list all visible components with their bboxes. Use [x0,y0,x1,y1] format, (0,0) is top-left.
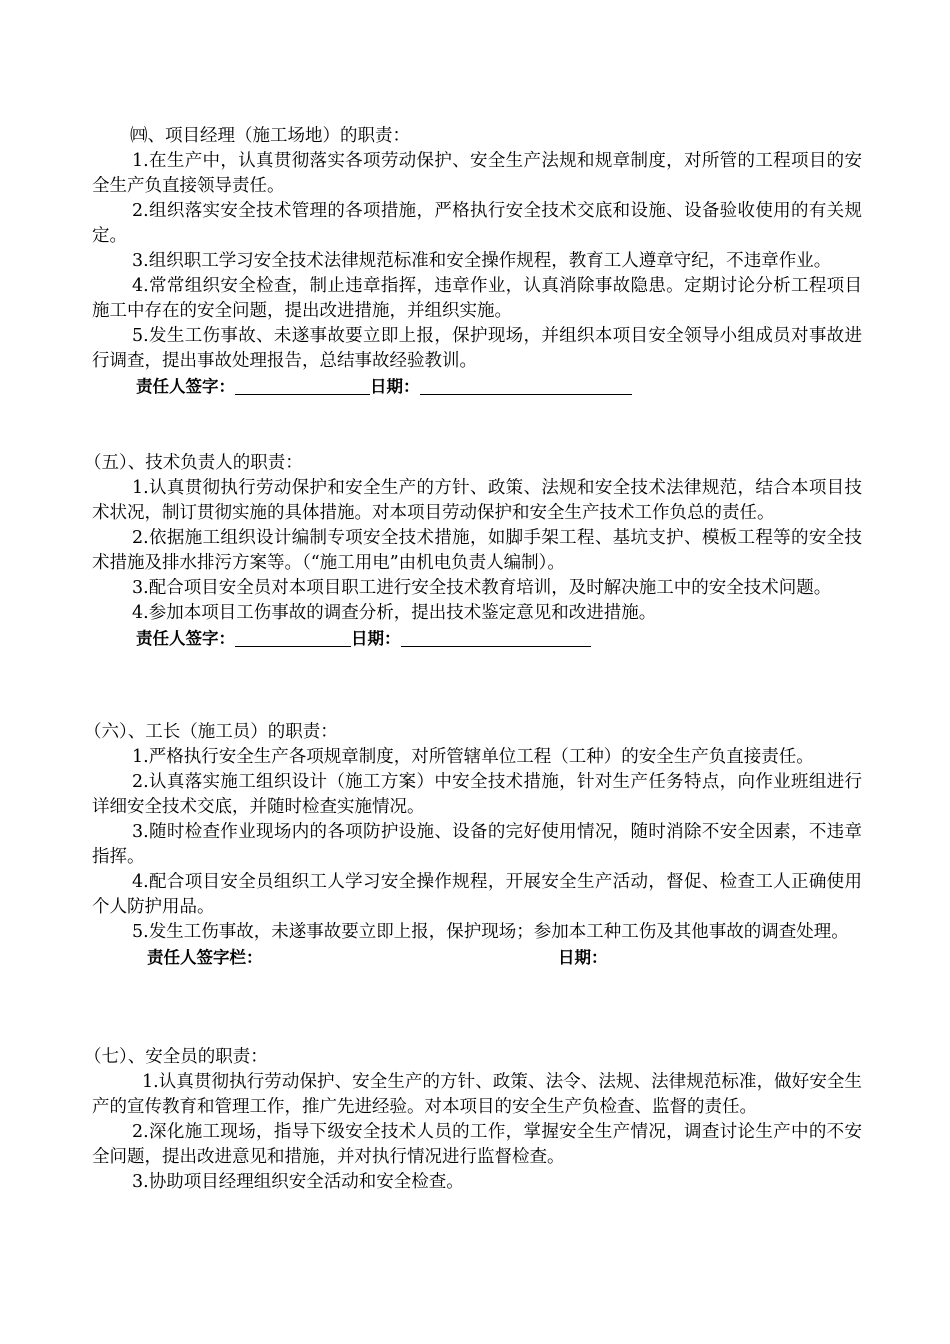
duty-item: 3.随时检查作业现场内的各项防护设施、设备的完好使用情况，随时消除不安全因素，不违章指挥。 [92,822,862,867]
signature-label: 责任人签字栏： [147,948,263,967]
duty-item: 4.参加本项目工伤事故的调查分析，提出技术鉴定意见和改进措施。 [132,603,657,623]
signature-row [92,626,862,652]
duty-item: 2.组织落实安全技术管理的各项措施，严格执行安全技术交底和设施、设备验收使用的有关规定。 [92,201,862,246]
duty-item: 3.组织职工学习安全技术法律规范标准和安全操作规程，教育工人遵章守纪，不违章作业。 [132,251,832,271]
duty-item: 3.配合项目安全员对本项目职工进行安全技术教育培训，及时解决施工中的安全技术问题。 [132,578,832,598]
signature-line[interactable] [235,628,351,647]
signature-label: 责任人签字： [136,629,235,648]
duty-item: 4.常常组织安全检查，制止违章指挥，违章作业，认真消除事故隐患。定期讨论分析工程项目施工中存在的安全问题，提出改进措施，并组织实施。 [92,276,862,321]
section-heading: （七）、安全员的职责： [84,1047,268,1067]
duty-item: 5.发生工伤事故，未遂事故要立即上报，保护现场；参加本工种工伤及其他事故的调查处理。 [132,922,849,942]
duty-item: 3.协助项目经理组织安全活动和安全检查。 [132,1172,464,1192]
signature-label: 责任人签字： [136,377,235,396]
date-line[interactable] [401,628,591,647]
duty-item: 1.在生产中，认真贯彻落实各项劳动保护、安全生产法规和规章制度，对所管的工程项目的安全生产负直接领导责任。 [92,151,862,196]
duty-item: 1.认真贯彻执行劳动保护、安全生产的方针、政策、法令、法规、法律规范标准，做好安全生产的宣传教育和管理工作，推广先进经验。对本项目的安全生产负检查、监督的责任。 [92,1072,862,1117]
section-heading: ㈣、项目经理（施工场地）的职责： [130,126,410,146]
section-technical-lead [84,450,862,652]
date-label: 日期： [370,377,420,396]
duty-item: 2.深化施工现场，指导下级安全技术人员的工作，掌握安全生产情况，调查讨论生产中的不安全问题，提出改进意见和措施，并对执行情况进行监督检查。 [92,1122,862,1167]
signature-row [92,374,862,400]
duty-item: 4.配合项目安全员组织工人学习安全操作规程，开展安全生产活动，督促、检查工人正确使用个人防护用品。 [92,872,862,917]
date-label: 日期： [558,948,608,967]
signature-line[interactable] [235,376,370,395]
duty-item: 5.发生工伤事故、未遂事故要立即上报，保护现场，并组织本项目安全领导小组成员对事故进行调查，提出事故处理报告，总结事故经验教训。 [92,326,862,371]
date-line[interactable] [420,376,632,395]
duty-item: 2.依据施工组织设计编制专项安全技术措施，如脚手架工程、基坑支护、模板工程等的安全技术措施及排水排污方案等。（“施工用电”由机电负责人编制）。 [92,528,862,573]
section-heading: （五）、技术负责人的职责： [84,453,303,473]
duty-item: 1.严格执行安全生产各项规章制度，对所管辖单位工程（工种）的安全生产负直接责任。 [132,747,814,767]
duty-item: 1.认真贯彻执行劳动保护和安全生产的方针、政策、法规和安全技术法律规范，结合本项目技术状况，制订贯彻实施的具体措施。对本项目劳动保护和安全生产技术工作负总的责任。 [92,478,862,523]
signature-row [92,945,862,971]
section-safety-officer [84,1044,862,1195]
section-foreman [84,719,862,971]
duty-item: 2.认真落实施工组织设计（施工方案）中安全技术措施，针对生产任务特点，向作业班组进行详细安全技术交底，并随时检查实施情况。 [92,772,862,817]
date-label: 日期： [351,629,401,648]
section-project-manager [92,123,862,400]
section-heading: （六）、工长（施工员）的职责： [84,722,338,742]
